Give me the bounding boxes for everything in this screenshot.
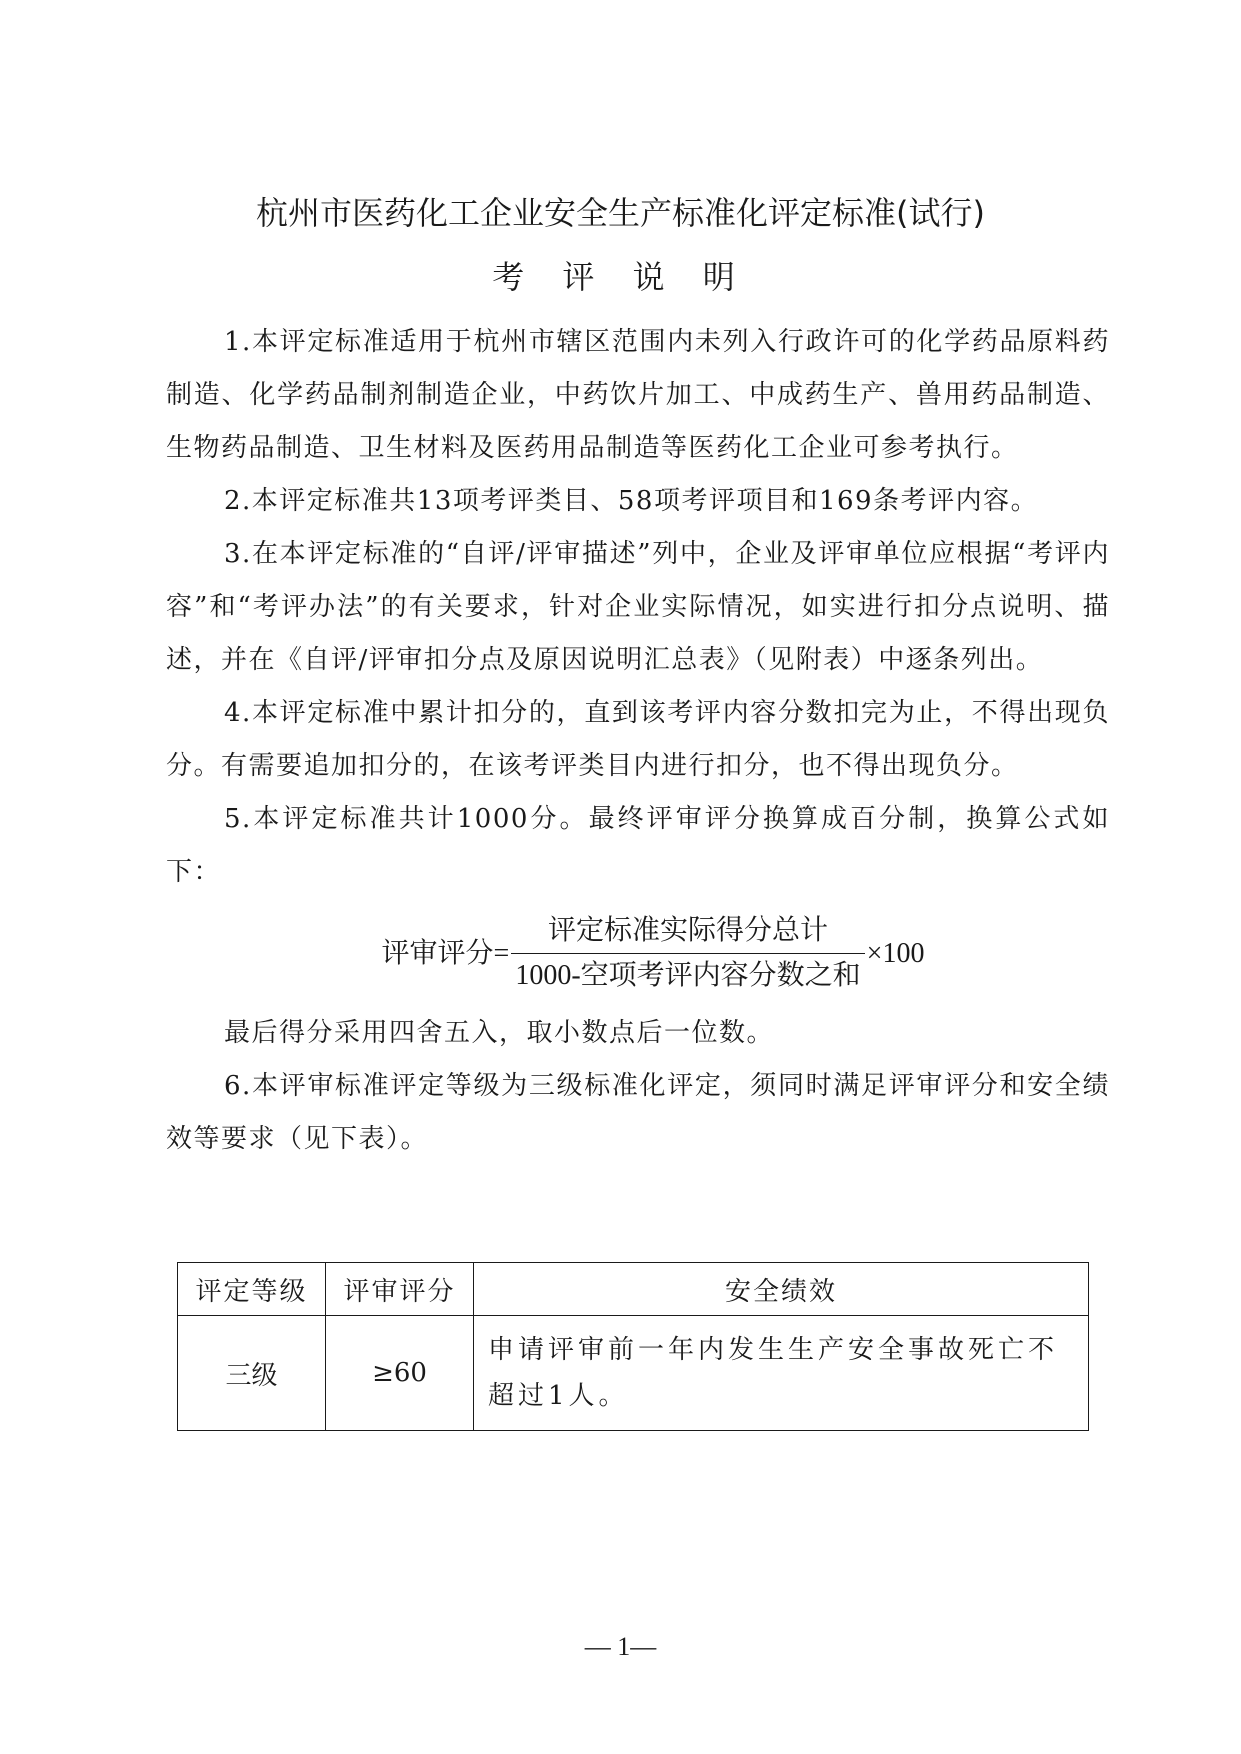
paragraph-rounding: 最后得分采用四舍五入，取小数点后一位数。: [224, 1018, 775, 1048]
document-title: 杭州市医药化工企业安全生产标准化评定标准(试行): [256, 194, 985, 232]
cell-safety-performance: 申请评审前一年内发生生产安全事故死亡不超过1人。: [474, 1316, 1089, 1431]
header-grade-level: 评定等级: [178, 1263, 326, 1316]
paragraph-6: 6.本评审标准评定等级为三级标准化评定，须同时满足评审评分和安全绩效等要求（见下表）。: [166, 1071, 1110, 1154]
header-review-score: 评审评分: [326, 1263, 474, 1316]
cell-review-score: ≥60: [326, 1316, 474, 1431]
paragraph-4: 4.本评定标准中累计扣分的，直到该考评内容分数扣完为止，不得出现负分。有需要追加扣分的，在该考评类目内进行扣分，也不得出现负分。: [166, 698, 1110, 781]
table-header-row: [178, 1263, 1089, 1316]
formula-fraction: [511, 911, 864, 996]
formula-multiplier: ×100: [866, 937, 925, 969]
paragraph-1: 1.本评定标准适用于杭州市辖区范围内未列入行政许可的化学药品原料药制造、化学药品制剂制造企业，中药饮片加工、中成药生产、兽用药品制造、生物药品制造、卫生材料及医药用品制造等医药化工企业可参考执行。: [166, 327, 1110, 463]
paragraph-2: 2.本评定标准共13项考评类目、58项考评项目和169条考评内容。: [224, 486, 1039, 516]
paragraph-5: 5.本评定标准共计1000分。最终评审评分换算成百分制，换算公式如下：: [166, 804, 1110, 887]
cell-grade-level: 三级: [178, 1316, 326, 1431]
header-safety-performance: 安全绩效: [474, 1263, 1089, 1316]
document-body: [166, 316, 1110, 1166]
formula-lhs: 评审评分=: [381, 937, 510, 969]
score-formula: [196, 899, 1110, 1007]
paragraph-3: 3.在本评定标准的“自评/评审描述”列中，企业及评审单位应根据“考评内容”和“考评办法”的有关要求，针对企业实际情况，如实进行扣分点说明、描述，并在《自评/评审扣分点及原因说明汇总表》（见附表）中逐条列出。: [166, 539, 1110, 675]
document-subtitle: 考 评 说 明: [492, 258, 749, 296]
formula-numerator: 评定标准实际得分总计: [547, 914, 828, 946]
table-row: [178, 1316, 1089, 1431]
page-number: — 1—: [584, 1632, 657, 1661]
formula-denominator: 1000-空项考评内容分数之和: [511, 953, 864, 996]
grade-table: [177, 1262, 1089, 1431]
